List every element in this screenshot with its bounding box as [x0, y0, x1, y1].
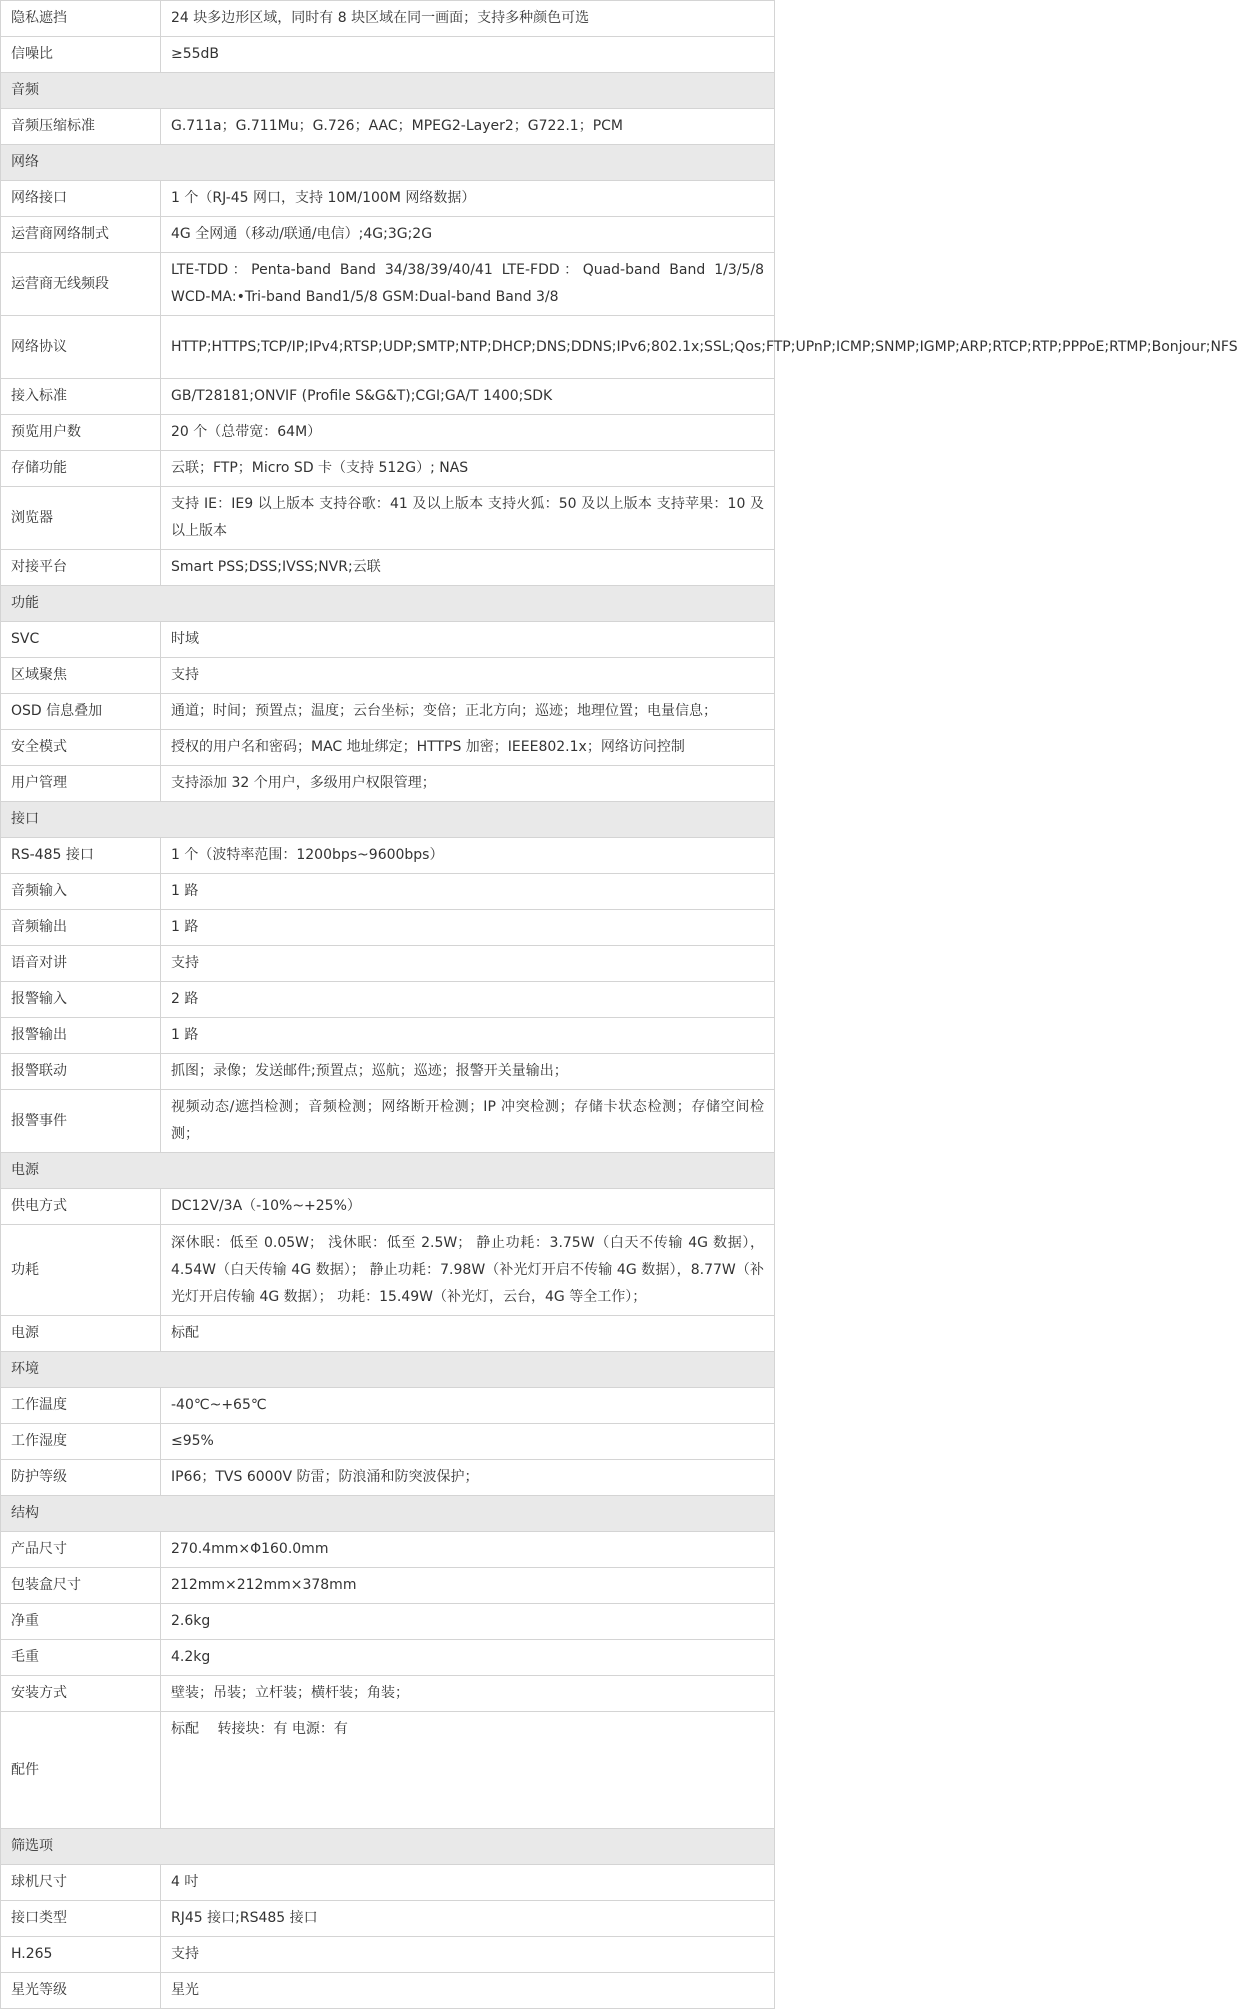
spec-label: 安全模式 — [1, 730, 161, 766]
spec-label: 音频输入 — [1, 874, 161, 910]
spec-label: 报警联动 — [1, 1054, 161, 1090]
spec-label: 浏览器 — [1, 487, 161, 550]
section-title: 接口 — [1, 802, 775, 838]
spec-value: 1 个（波特率范围：1200bps~9600bps） — [161, 838, 775, 874]
spec-row — [1, 730, 775, 766]
spec-row — [1, 622, 775, 658]
spec-label: 工作温度 — [1, 1388, 161, 1424]
spec-row — [1, 1604, 775, 1640]
spec-label: 电源 — [1, 1316, 161, 1352]
spec-value: 标配 转接块：有 电源：有 — [161, 1712, 775, 1829]
spec-row — [1, 694, 775, 730]
spec-row — [1, 874, 775, 910]
spec-row — [1, 1424, 775, 1460]
spec-label: 音频压缩标准 — [1, 109, 161, 145]
spec-label: 毛重 — [1, 1640, 161, 1676]
spec-value: 4.2kg — [161, 1640, 775, 1676]
section-title: 结构 — [1, 1496, 775, 1532]
spec-value: 云联；FTP；Micro SD 卡（支持 512G）; NAS — [161, 451, 775, 487]
spec-label: 语音对讲 — [1, 946, 161, 982]
spec-row — [1, 1316, 775, 1352]
spec-label: 区域聚焦 — [1, 658, 161, 694]
spec-label: 配件 — [1, 1712, 161, 1829]
spec-value: ≥55dB — [161, 37, 775, 73]
spec-value: 24 块多边形区域，同时有 8 块区域在同一画面；支持多种颜色可选 — [161, 1, 775, 37]
spec-value: 1 路 — [161, 910, 775, 946]
spec-label: 接口类型 — [1, 1901, 161, 1937]
spec-row — [1, 1901, 775, 1937]
spec-row — [1, 181, 775, 217]
spec-value: 2.6kg — [161, 1604, 775, 1640]
spec-label: 预览用户数 — [1, 415, 161, 451]
spec-label: 防护等级 — [1, 1460, 161, 1496]
spec-value: 支持添加 32 个用户，多级用户权限管理； — [161, 766, 775, 802]
spec-value: 深休眠：低至 0.05W； 浅休眠：低至 2.5W； 静止功耗：3.75W（白天不传输 4G 数据），4.54W（白天传输 4G 数据）； 静止功耗：7.98W（补光灯开启不传输 4G 数据），8.77W（补光灯开启传输 4G 数据）； 功耗：15.49W（补光灯，云台，4G 等全工作）； — [161, 1225, 775, 1316]
section-title: 网络 — [1, 145, 775, 181]
spec-label: 运营商无线频段 — [1, 253, 161, 316]
spec-row — [1, 415, 775, 451]
spec-value: -40℃~+65℃ — [161, 1388, 775, 1424]
spec-label: 报警输入 — [1, 982, 161, 1018]
spec-row — [1, 1388, 775, 1424]
spec-row — [1, 1460, 775, 1496]
spec-label: 报警事件 — [1, 1090, 161, 1153]
spec-row — [1, 1018, 775, 1054]
spec-value: 时域 — [161, 622, 775, 658]
spec-row — [1, 1712, 775, 1829]
spec-label: 隐私遮挡 — [1, 1, 161, 37]
spec-row — [1, 451, 775, 487]
spec-row — [1, 1532, 775, 1568]
spec-row — [1, 253, 775, 316]
spec-value: 支持 IE：IE9 以上版本 支持谷歌：41 及以上版本 支持火狐：50 及以上版本 支持苹果：10 及以上版本 — [161, 487, 775, 550]
spec-label: 接入标准 — [1, 379, 161, 415]
spec-label: 网络接口 — [1, 181, 161, 217]
spec-row — [1, 1054, 775, 1090]
spec-value: 星光 — [161, 1973, 775, 2009]
spec-row — [1, 1568, 775, 1604]
spec-label: 存储功能 — [1, 451, 161, 487]
spec-value: 4G 全网通（移动/联通/电信）;4G;3G;2G — [161, 217, 775, 253]
section-header-row — [1, 802, 775, 838]
section-header-row — [1, 145, 775, 181]
spec-row — [1, 1189, 775, 1225]
section-title: 环境 — [1, 1352, 775, 1388]
spec-label: 包装盒尺寸 — [1, 1568, 161, 1604]
spec-row — [1, 766, 775, 802]
spec-value: 支持 — [161, 1937, 775, 1973]
spec-value: Smart PSS;DSS;IVSS;NVR;云联 — [161, 550, 775, 586]
spec-value: 212mm×212mm×378mm — [161, 1568, 775, 1604]
spec-label: 球机尺寸 — [1, 1865, 161, 1901]
section-header-row — [1, 73, 775, 109]
spec-value: 通道；时间；预置点；温度；云台坐标；变倍；正北方向；巡迹；地理位置；电量信息； — [161, 694, 775, 730]
spec-label: 音频输出 — [1, 910, 161, 946]
spec-label: 信噪比 — [1, 37, 161, 73]
section-title: 音频 — [1, 73, 775, 109]
spec-label: 网络协议 — [1, 316, 161, 379]
spec-value: GB/T28181;ONVIF (Profile S&G&T);CGI;GA/T 1400;SDK — [161, 379, 775, 415]
spec-row — [1, 1676, 775, 1712]
spec-label: 报警输出 — [1, 1018, 161, 1054]
spec-value: G.711a；G.711Mu；G.726；AAC；MPEG2-Layer2；G722.1；PCM — [161, 109, 775, 145]
spec-value: 支持 — [161, 658, 775, 694]
spec-row — [1, 982, 775, 1018]
spec-value: 支持 — [161, 946, 775, 982]
spec-label: SVC — [1, 622, 161, 658]
spec-label: 用户管理 — [1, 766, 161, 802]
spec-row — [1, 316, 775, 379]
spec-label: 功耗 — [1, 1225, 161, 1316]
spec-label: RS-485 接口 — [1, 838, 161, 874]
spec-value: HTTP;HTTPS;TCP/IP;IPv4;RTSP;UDP;SMTP;NTP;DHCP;DNS;DDNS;IPv6;802.1x;SSL;Qos;FTP;UPnP;ICMP;SNMP;IGMP;ARP;RTCP;RTP;PPPoE;RTMP;Bonjour;NFS — [161, 316, 775, 379]
spec-value: IP66；TVS 6000V 防雷；防浪涌和防突波保护； — [161, 1460, 775, 1496]
spec-label: 星光等级 — [1, 1973, 161, 2009]
spec-row — [1, 1090, 775, 1153]
spec-label: 运营商网络制式 — [1, 217, 161, 253]
spec-row — [1, 658, 775, 694]
spec-value: LTE-TDD：Penta-band Band 34/38/39/40/41 LTE-FDD：Quad-band Band 1/3/5/8 WCD-MA:•Tri-band Band1/5/8 GSM:Dual-band Band 3/8 — [161, 253, 775, 316]
section-header-row — [1, 1153, 775, 1189]
spec-value: DC12V/3A（-10%~+25%） — [161, 1189, 775, 1225]
spec-row — [1, 1973, 775, 2009]
section-header-row — [1, 1829, 775, 1865]
spec-value: 1 个（RJ-45 网口，支持 10M/100M 网络数据） — [161, 181, 775, 217]
spec-value: 20 个（总带宽：64M） — [161, 415, 775, 451]
spec-table-body — [1, 1, 1238, 2009]
spec-label: 对接平台 — [1, 550, 161, 586]
spec-value: 4 吋 — [161, 1865, 775, 1901]
spec-value: 270.4mm×Φ160.0mm — [161, 1532, 775, 1568]
section-header-row — [1, 1496, 775, 1532]
section-title: 电源 — [1, 1153, 775, 1189]
spec-row — [1, 217, 775, 253]
spec-label: OSD 信息叠加 — [1, 694, 161, 730]
spec-row — [1, 1, 775, 37]
spec-row — [1, 37, 775, 73]
spec-row — [1, 910, 775, 946]
section-title: 功能 — [1, 586, 775, 622]
spec-row — [1, 109, 775, 145]
spec-value: 1 路 — [161, 874, 775, 910]
spec-label: H.265 — [1, 1937, 161, 1973]
spec-value: 视频动态/遮挡检测；音频检测；网络断开检测；IP 冲突检测；存储卡状态检测；存储空间检测； — [161, 1090, 775, 1153]
spec-value: 抓图；录像；发送邮件;预置点；巡航；巡迹；报警开关量输出； — [161, 1054, 775, 1090]
spec-value: 授权的用户名和密码；MAC 地址绑定；HTTPS 加密；IEEE802.1x；网络访问控制 — [161, 730, 775, 766]
spec-row — [1, 1225, 775, 1316]
spec-value: 1 路 — [161, 1018, 775, 1054]
section-header-row — [1, 1352, 775, 1388]
spec-row — [1, 1937, 775, 1973]
spec-label: 产品尺寸 — [1, 1532, 161, 1568]
spec-label: 工作湿度 — [1, 1424, 161, 1460]
section-title: 筛选项 — [1, 1829, 775, 1865]
spec-row — [1, 1640, 775, 1676]
spec-label: 安装方式 — [1, 1676, 161, 1712]
spec-value: 壁装；吊装；立杆装；横杆装；角装； — [161, 1676, 775, 1712]
section-header-row — [1, 586, 775, 622]
spec-row — [1, 379, 775, 415]
spec-row — [1, 487, 775, 550]
spec-label: 净重 — [1, 1604, 161, 1640]
spec-value: 2 路 — [161, 982, 775, 1018]
spec-label: 供电方式 — [1, 1189, 161, 1225]
spec-value: RJ45 接口;RS485 接口 — [161, 1901, 775, 1937]
spec-value: ≤95% — [161, 1424, 775, 1460]
spec-row — [1, 550, 775, 586]
spec-value: 标配 — [161, 1316, 775, 1352]
spec-row — [1, 946, 775, 982]
spec-row — [1, 838, 775, 874]
spec-row — [1, 1865, 775, 1901]
